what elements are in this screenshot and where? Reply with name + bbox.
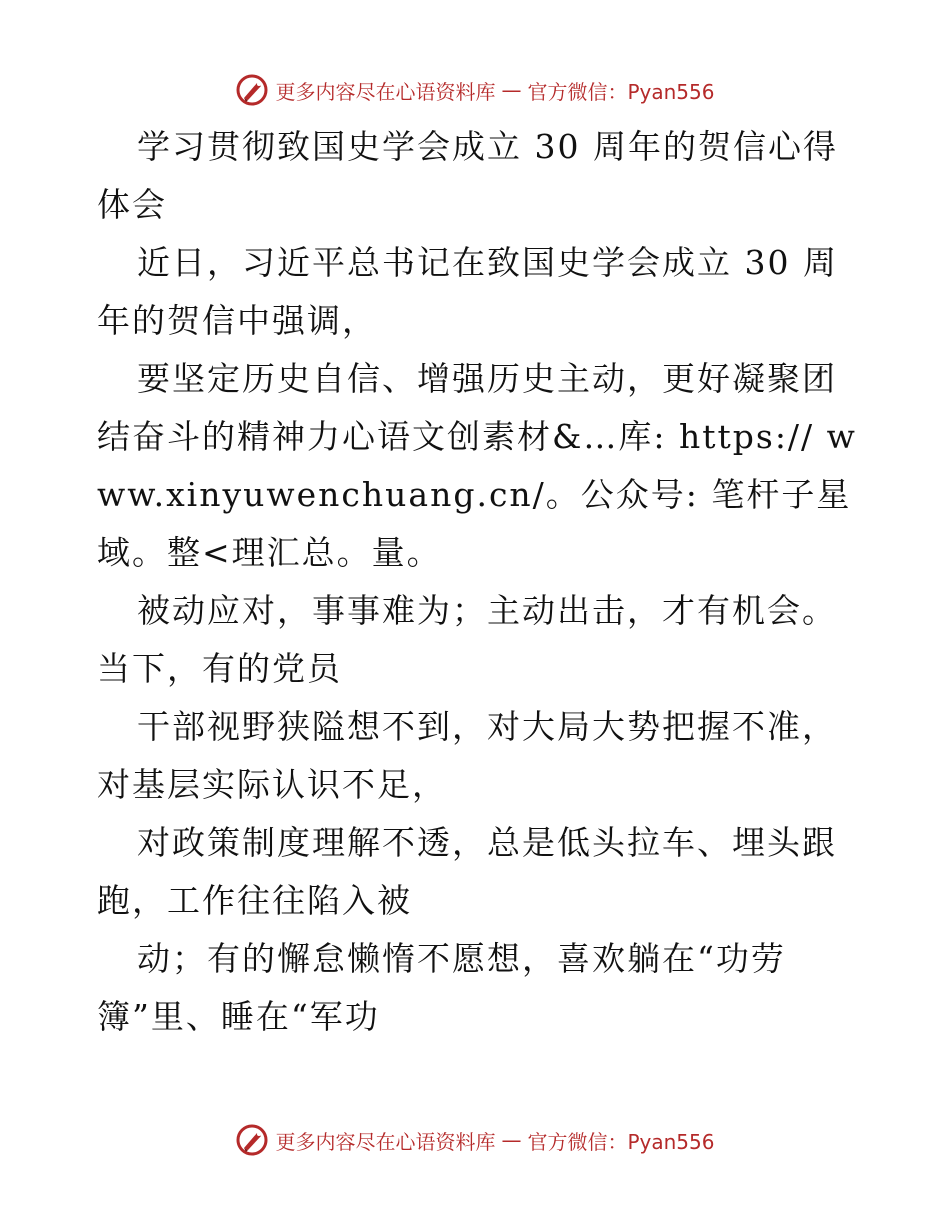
paragraph: 要坚定历史自信、增强历史主动，更好凝聚团结奋斗的精神力心语文创素材&…库: https:// www.xinyuwenchuang.cn/。公众号: 笔杆子星域。整<理汇总。量。 <box>97 359 857 572</box>
header-banner <box>0 70 950 110</box>
document-body <box>97 118 857 1046</box>
header-banner-separator: — <box>501 78 522 102</box>
paragraph: 近日，习近平总书记在致国史学会成立 30 周年的贺信中强调， <box>97 243 838 340</box>
paragraph: 动；有的懈怠懒惰不愿想，喜欢躺在“功劳簿”里、睡在“军功 <box>97 939 786 1036</box>
header-wechat-text: 官方微信：Pyan556 <box>527 79 715 104</box>
footer-banner <box>0 1120 950 1160</box>
pen-logo-icon <box>235 73 269 107</box>
pen-logo-icon <box>235 1123 269 1157</box>
footer-wechat-text: 官方微信：Pyan556 <box>527 1129 715 1154</box>
footer-banner-text: 更多内容尽在心语资料库 <box>275 1129 496 1154</box>
footer-banner-inner <box>235 1123 714 1157</box>
paragraph: 被动应对，事事难为；主动出击，才有机会。当下，有的党员 <box>97 591 837 688</box>
footer-banner-separator: — <box>501 1128 522 1152</box>
document-title: 学习贯彻致国史学会成立 30 周年的贺信心得体会 <box>97 127 838 224</box>
paragraph: 对政策制度理解不透，总是低头拉车、埋头跟跑，工作往往陷入被 <box>97 823 837 920</box>
paragraph: 干部视野狭隘想不到，对大局大势把握不准，对基层实际认识不足， <box>97 707 837 804</box>
header-banner-inner <box>235 73 714 107</box>
header-banner-text: 更多内容尽在心语资料库 <box>275 79 496 104</box>
